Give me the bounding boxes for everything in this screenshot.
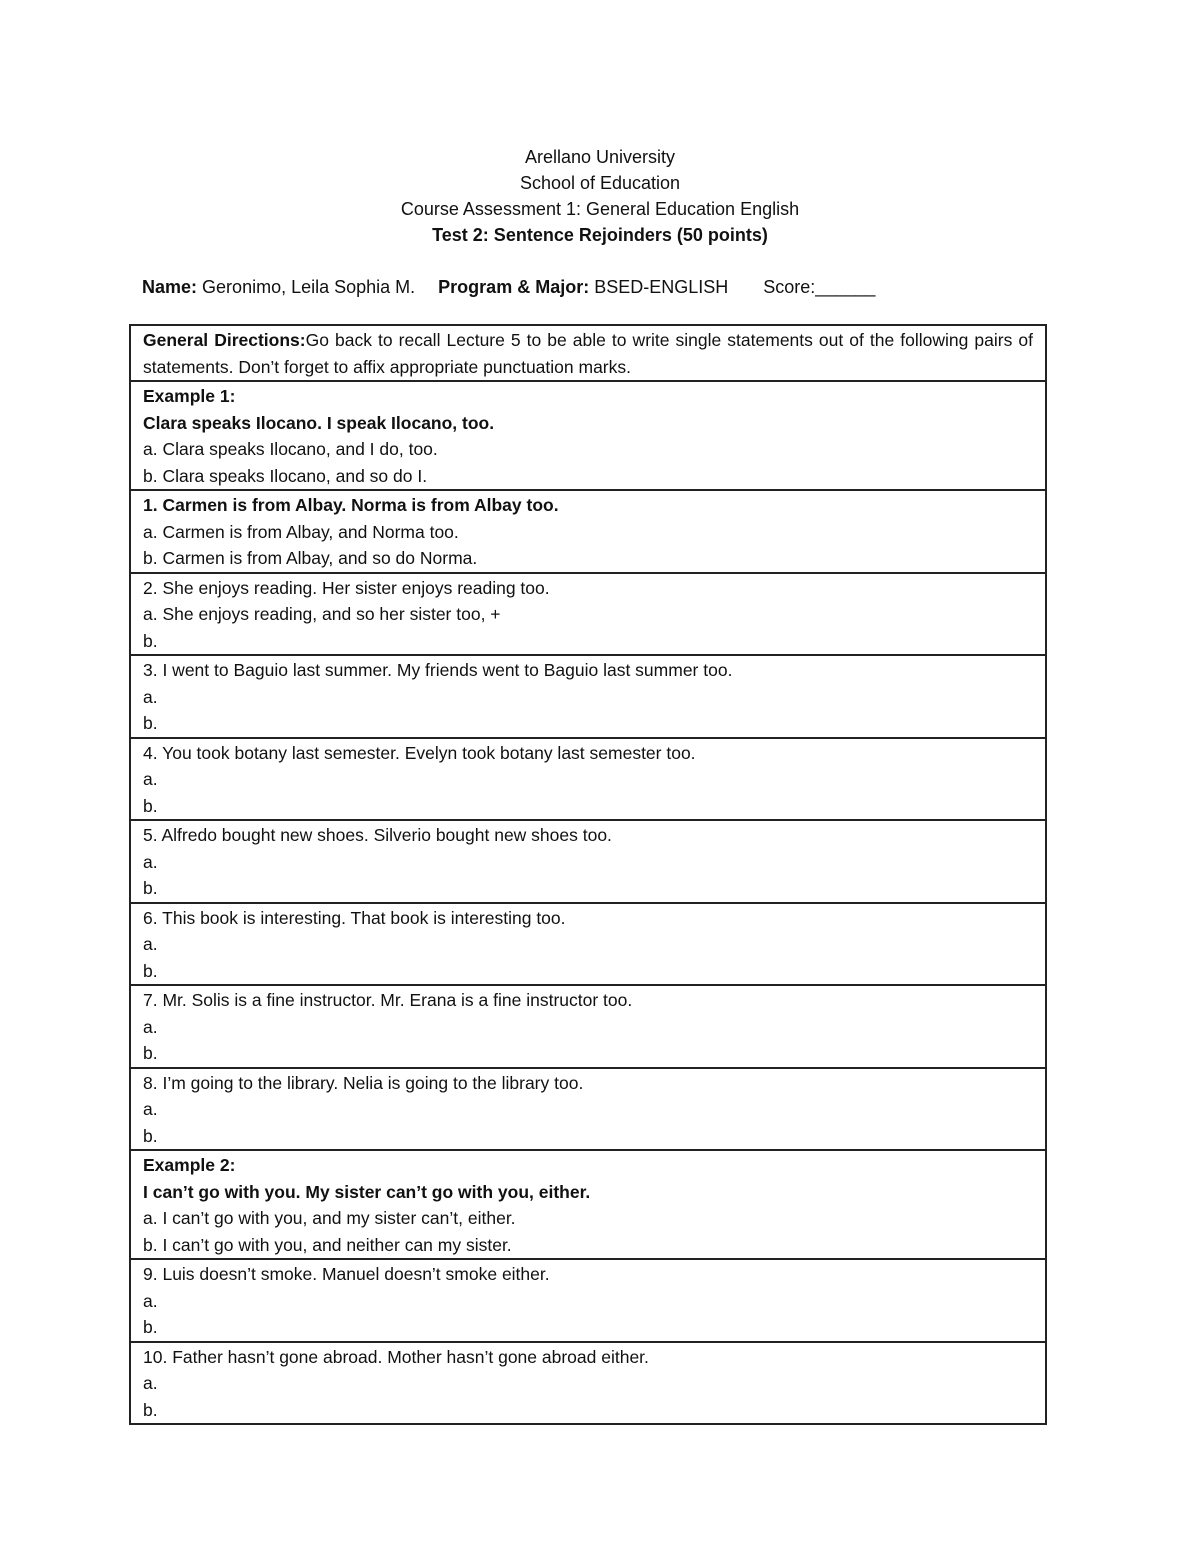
answer-a[interactable]: a. [143,1373,158,1393]
item-10 [130,1342,1046,1425]
document-header [0,144,1200,248]
table-row [130,381,1046,490]
answer-b[interactable]: b. [143,1317,158,1337]
item-prompt: 10. Father hasn’t gone abroad. Mother hasn’t gone abroad either. [143,1346,649,1367]
answer-a[interactable]: a. [143,769,158,789]
item-prompt: 9. Luis doesn’t smoke. Manuel doesn’t smoke either. [143,1264,550,1284]
answer-b[interactable]: b. [143,795,158,816]
item-prompt: 4. You took botany last semester. Evelyn took botany last semester too. [143,742,696,763]
table-row [130,903,1046,986]
table-row [130,738,1046,821]
directions-label: General Directions: [143,330,306,350]
course-title: Course Assessment 1: General Education English [400,199,800,219]
student-info [142,274,875,300]
item-8 [130,1068,1046,1151]
example-answer-a: a. I can’t go with you, and my sister can’t, either. [143,1208,516,1228]
answer-a[interactable]: a. [143,851,158,872]
answer-a[interactable]: a. [143,686,158,707]
item-prompt: 1. Carmen is from Albay. Norma is from Albay too. [143,495,559,515]
answer-b[interactable]: b. [143,630,158,651]
item-prompt: 2. She enjoys reading. Her sister enjoys reading too. [143,577,550,598]
example-answer-b: b. Clara speaks Ilocano, and so do I. [143,465,428,486]
item-prompt: 3. I went to Baguio last summer. My friends went to Baguio last summer too. [143,660,733,680]
answer-a[interactable]: a. Carmen is from Albay, and Norma too. [143,521,459,542]
example-prompt: I can’t go with you. My sister can’t go with you, either. [143,1181,591,1202]
table-row [130,1068,1046,1151]
table-row [130,325,1046,381]
item-6 [130,903,1046,986]
table-row [130,573,1046,656]
answer-b[interactable]: b. Carmen is from Albay, and so do Norma. [143,548,478,568]
item-prompt: 5. Alfredo bought new shoes. Silverio bought new shoes too. [143,825,612,845]
table-row [130,1342,1046,1425]
example-title: Example 1: [143,386,236,406]
table-row [130,985,1046,1068]
answer-b[interactable]: b. [143,1043,158,1063]
program-label: Program & Major: [438,277,590,297]
item-prompt: 6. This book is interesting. That book is interesting too. [143,907,566,928]
item-9 [130,1259,1046,1342]
directions-text: Go back to recall Lecture 5 to be able to write single statements out of the following pairs of statements. Don’t forget to affix appropriate punctuation marks. [143,330,1033,377]
example-title: Example 2: [143,1155,236,1175]
program-value: BSED-ENGLISH [594,277,729,297]
answer-a[interactable]: a. She enjoys reading, and so her sister too, + [143,604,501,624]
example-answer-a: a. Clara speaks Ilocano, and I do, too. [143,439,438,459]
name-label: Name: [142,277,198,297]
table-row [130,1150,1046,1259]
item-7 [130,985,1046,1068]
item-prompt: 8. I’m going to the library. Nelia is going to the library too. [143,1072,584,1093]
answer-b[interactable]: b. [143,713,158,733]
answer-a[interactable]: a. [143,1099,158,1119]
school-name: School of Education [519,173,681,193]
name-value: Geronimo, Leila Sophia M. [202,277,416,297]
table-row [130,1259,1046,1342]
answer-b[interactable]: b. [143,960,158,981]
example-prompt: Clara speaks Ilocano. I speak Ilocano, too. [143,412,495,433]
answer-b[interactable]: b. [143,1125,158,1146]
table-row [130,820,1046,903]
test-title: Test 2: Sentence Rejoinders (50 points) [432,225,768,245]
answer-a[interactable]: a. [143,1290,158,1311]
example-answer-b: b. I can’t go with you, and neither can my sister. [143,1234,512,1255]
item-4 [130,738,1046,821]
item-2 [130,573,1046,656]
item-prompt: 7. Mr. Solis is a fine instructor. Mr. Erana is a fine instructor too. [143,990,633,1010]
table-row [130,655,1046,738]
score-field: Score:______ [763,277,876,297]
item-3 [130,655,1046,738]
exercise-table [129,324,1047,1425]
answer-a[interactable]: a. [143,934,158,954]
answer-b[interactable]: b. [143,878,158,898]
answer-b[interactable]: b. [143,1399,158,1420]
example-2 [130,1150,1046,1259]
answer-a[interactable]: a. [143,1016,158,1037]
table-row [130,490,1046,573]
general-directions [130,325,1046,381]
item-5 [130,820,1046,903]
example-1 [130,381,1046,490]
university-name: Arellano University [524,147,676,167]
item-1 [130,490,1046,573]
